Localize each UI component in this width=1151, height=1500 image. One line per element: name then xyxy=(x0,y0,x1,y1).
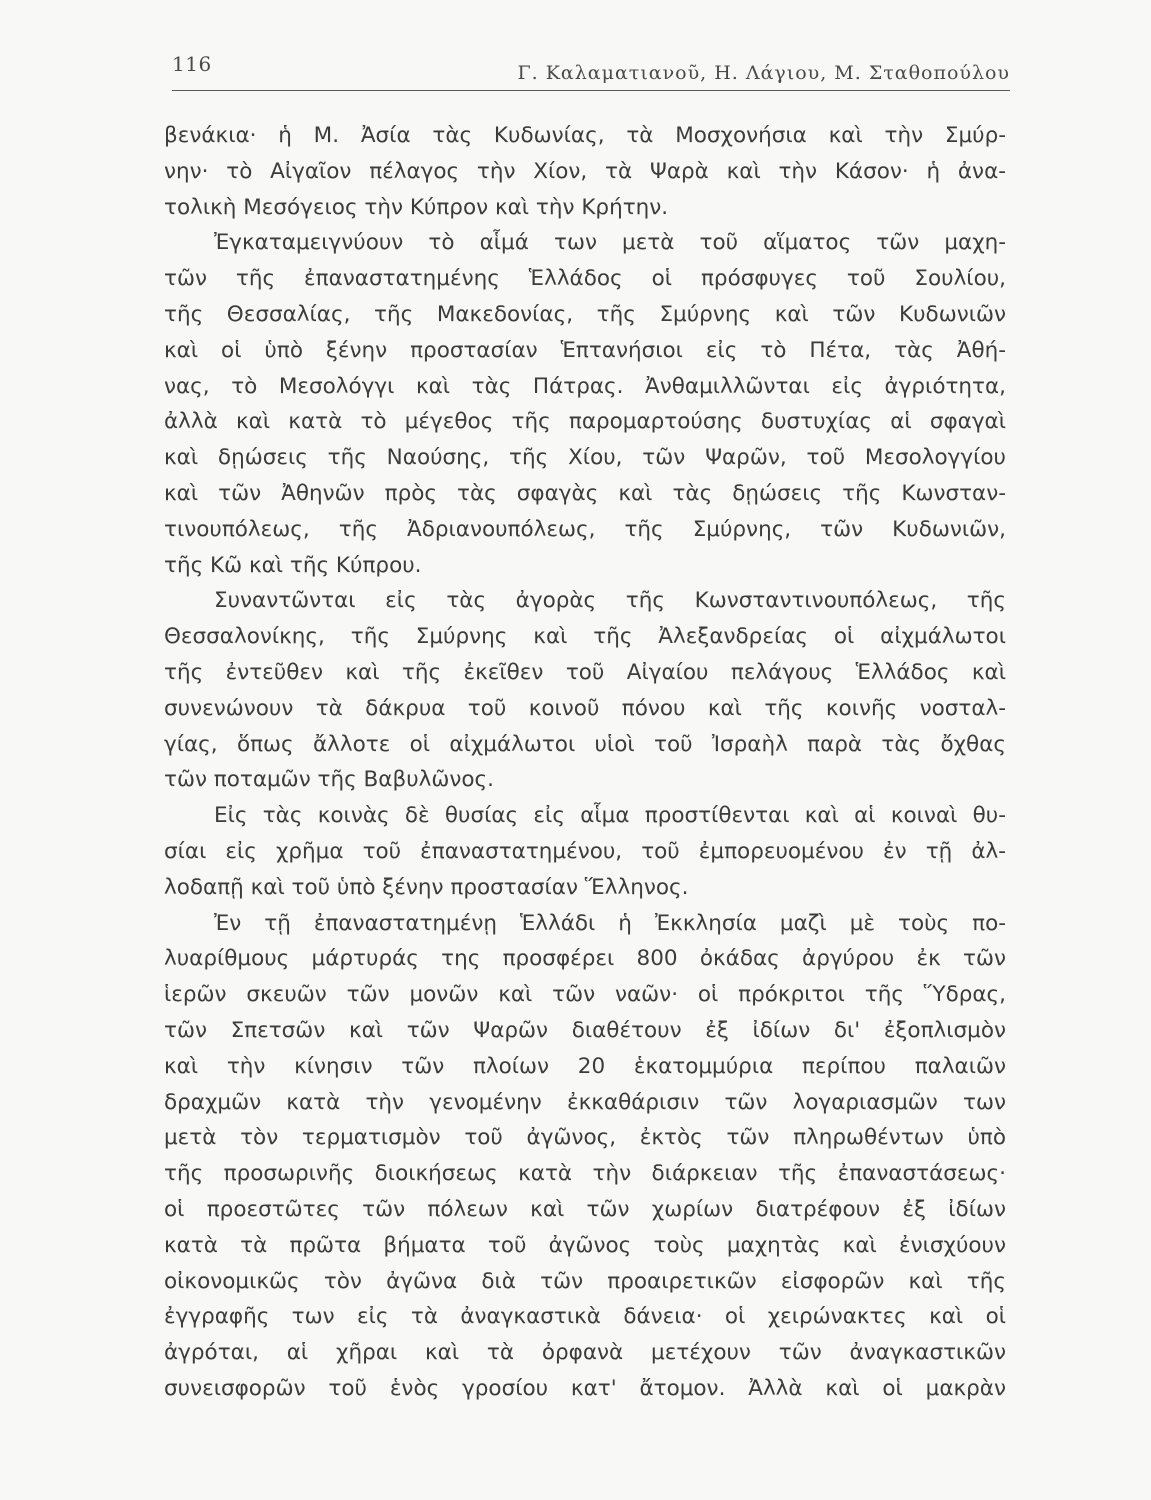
body-text xyxy=(164,118,1006,1407)
text-line: βενάκια· ἡ Μ. Ἀσία τὰς Κυδωνίας, τὰ Μοσχονήσια καὶ τὴν Σμύρ- xyxy=(164,123,1006,148)
text-line: λοδαπῇ καὶ τοῦ ὑπὸ ξένην προστασίαν Ἕλληνος. xyxy=(164,874,689,900)
text-line: τολικὴ Μεσόγειος τὴν Κύπρον καὶ τὴν Κρήτην. xyxy=(164,194,669,220)
text-line: καὶ τῶν Ἀθηνῶν πρὸς τὰς σφαγὰς καὶ τὰς δῃώσεις τῆς Κωνσταν- xyxy=(164,480,1006,506)
text-line: Ἐν τῇ ἐπαναστατημένῃ Ἑλλάδι ἡ Ἐκκλησία μαζὶ μὲ τοὺς πο- xyxy=(214,910,1006,936)
text-line: Συναντῶνται εἰς τὰς ἀγορὰς τῆς Κωνσταντινουπόλεως, τῆς xyxy=(214,588,1006,614)
text-line: τῆς Θεσσαλίας, τῆς Μακεδονίας, τῆς Σμύρνης καὶ τῶν Κυδωνιῶν xyxy=(164,301,1006,327)
text-line: σίαι εἰς χρῆμα τοῦ ἐπαναστατημένου, τοῦ ἐμπορευομένου ἐν τῇ ἀλ- xyxy=(164,838,1006,864)
text-line: νας, τὸ Μεσολόγγι καὶ τὰς Πάτρας. Ἀνθαμιλλῶνται εἰς ἀγριότητα, xyxy=(164,373,1006,399)
text-line: ἀγρόται, αἱ χῆραι καὶ τὰ ὀρφανὰ μετέχουν τῶν ἀναγκαστικῶν xyxy=(164,1340,1006,1366)
text-line: καὶ τὴν κίνησιν τῶν πλοίων 20 ἑκατομμύρια περίπου παλαιῶν xyxy=(164,1053,1006,1079)
page-header xyxy=(172,46,1010,91)
text-line: τῶν τῆς ἐπαναστατημένης Ἑλλάδος οἱ πρόσφυγες τοῦ Σουλίου, xyxy=(164,266,1006,292)
text-line: τῆς Κῶ καὶ τῆς Κύπρου. xyxy=(164,552,422,578)
text-line: γίας, ὅπως ἄλλοτε οἱ αἰχμάλωτοι υἱοὶ τοῦ Ἰσραὴλ παρὰ τὰς ὄχθας xyxy=(164,731,1006,757)
text-line: δραχμῶν κατὰ τὴν γενομένην ἐκκαθάρισιν τῶν λογαριασμῶν των xyxy=(164,1089,1006,1115)
text-line: ἐγγραφῆς των εἰς τὰ ἀναγκαστικὰ δάνεια· οἱ χειρώνακτες καὶ οἱ xyxy=(164,1304,1006,1330)
text-line: τῆς ἐντεῦθεν καὶ τῆς ἐκεῖθεν τοῦ Αἰγαίου πελάγους Ἑλλάδος καὶ xyxy=(164,659,1006,685)
text-line: καὶ οἱ ὑπὸ ξένην προστασίαν Ἑπτανήσιοι εἰς τὸ Πέτα, τὰς Ἀθή- xyxy=(164,337,1006,363)
text-line: Θεσσαλονίκης, τῆς Σμύρνης καὶ τῆς Ἀλεξανδρείας οἱ αἰχμάλωτοι xyxy=(164,624,1006,650)
text-line: τῶν Σπετσῶν καὶ τῶν Ψαρῶν διαθέτουν ἐξ ἰδίων δι' ἐξοπλισμὸν xyxy=(164,1017,1006,1043)
text-line: λυαρίθμους μάρτυράς της προσφέρει 800 ὀκάδας ἀργύρου ἐκ τῶν xyxy=(164,946,1006,972)
text-line: μετὰ τὸν τερματισμὸν τοῦ ἀγῶνος, ἐκτὸς τῶν πληρωθέντων ὑπὸ xyxy=(164,1125,1006,1151)
text-line: ἀλλὰ καὶ κατὰ τὸ μέγεθος τῆς παρομαρτούσης δυστυχίας αἱ σφαγαὶ xyxy=(164,409,1006,435)
running-head: Γ. Καλαματιανοῦ, Η. Λάγιου, Μ. Σταθοπούλου xyxy=(517,62,1010,84)
text-line: νην· τὸ Αἰγαῖον πέλαγος τὴν Χίον, τὰ Ψαρὰ καὶ τὴν Κάσον· ἡ ἀνα- xyxy=(164,158,1006,184)
page-number: 116 xyxy=(172,52,212,76)
text-line: συνεισφορῶν τοῦ ἑνὸς γροσίου κατ' ἄτομον. Ἀλλὰ καὶ οἱ μακρὰν xyxy=(164,1375,1006,1401)
text-line: οἰκονομικῶς τὸν ἀγῶνα διὰ τῶν προαιρετικῶν εἰσφορῶν καὶ τῆς xyxy=(164,1268,1006,1294)
text-line: Εἰς τὰς κοινὰς δὲ θυσίας εἰς αἷμα προστίθενται καὶ αἱ κοιναὶ θυ- xyxy=(214,803,1006,829)
text-line: Ἐγκαταμειγνύουν τὸ αἷμά των μετὰ τοῦ αἵματος τῶν μαχη- xyxy=(214,230,1006,256)
text-line: καὶ δῃώσεις τῆς Ναούσης, τῆς Χίου, τῶν Ψαρῶν, τοῦ Μεσολογγίου xyxy=(164,445,1006,471)
text-line: τινουπόλεως, τῆς Ἀδριανουπόλεως, τῆς Σμύρνης, τῶν Κυδωνιῶν, xyxy=(164,516,1006,542)
text-line: τῶν ποταμῶν τῆς Βαβυλῶνος. xyxy=(164,767,494,793)
text-line: κατὰ τὰ πρῶτα βήματα τοῦ ἀγῶνος τοὺς μαχητὰς καὶ ἐνισχύουν xyxy=(164,1232,1006,1258)
text-line: συνενώνουν τὰ δάκρυα τοῦ κοινοῦ πόνου καὶ τῆς κοινῆς νοσταλ- xyxy=(164,695,1006,721)
text-line: τῆς προσωρινῆς διοικήσεως κατὰ τὴν διάρκειαν τῆς ἐπαναστάσεως· xyxy=(164,1161,1006,1187)
text-line: ἱερῶν σκευῶν τῶν μονῶν καὶ τῶν ναῶν· οἱ πρόκριτοι τῆς Ὕδρας, xyxy=(164,982,1006,1008)
text-line: οἱ προεστῶτες τῶν πόλεων καὶ τῶν χωρίων διατρέφουν ἐξ ἰδίων xyxy=(164,1196,1006,1222)
